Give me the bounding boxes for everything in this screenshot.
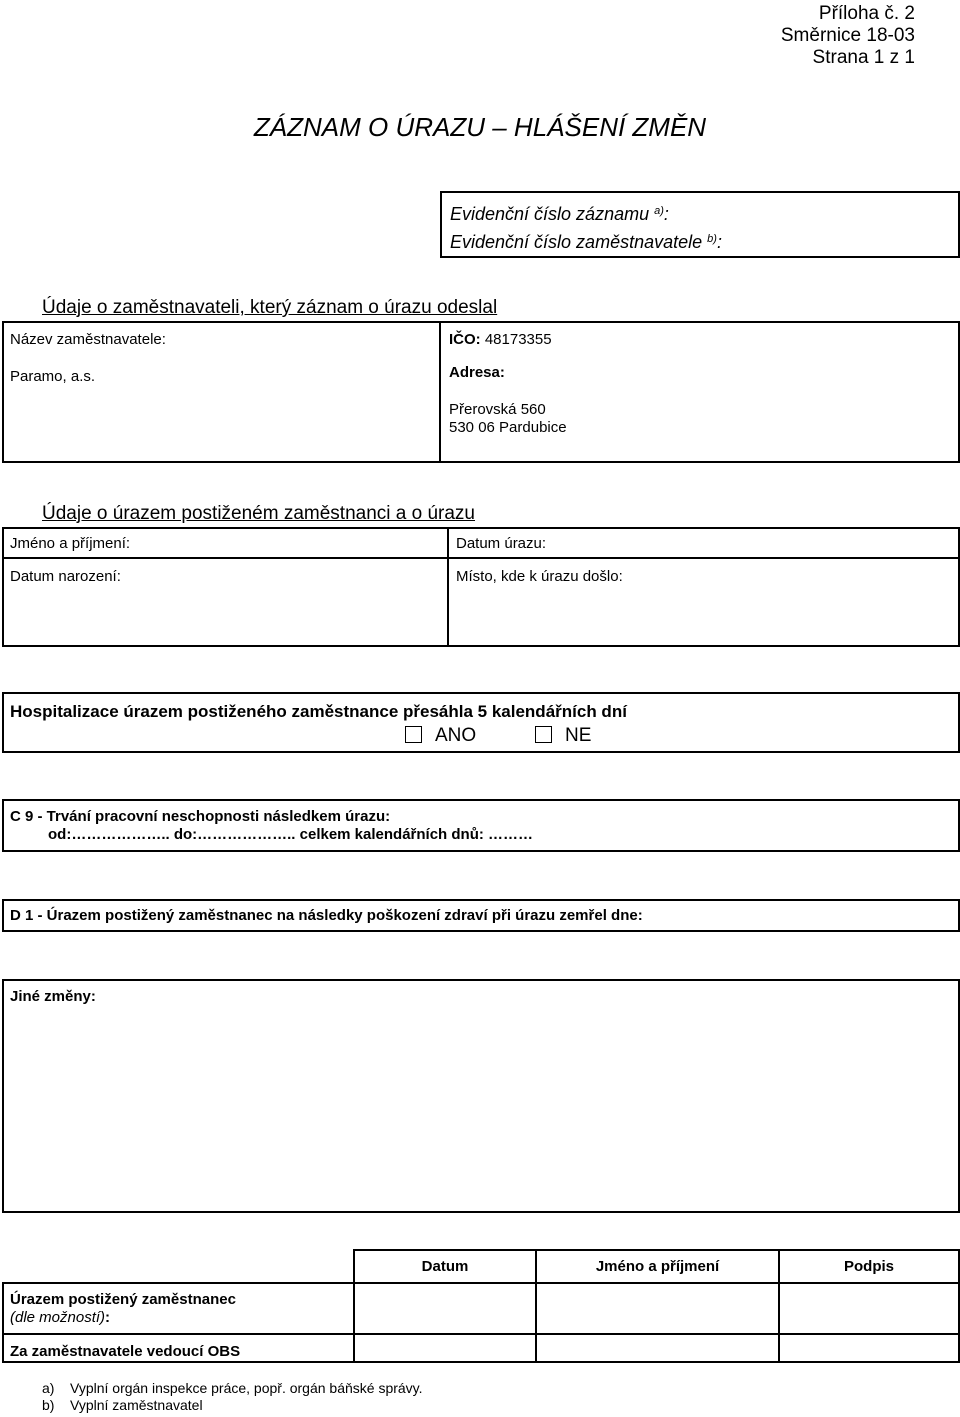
employer-name-label: Název zaměstnavatele: (10, 331, 166, 348)
footnote-b-marker: b) (42, 1397, 55, 1413)
hospitalization-no-option[interactable] (535, 725, 591, 747)
col-sign-header: Podpis (843, 1258, 894, 1275)
directive-number: Směrnice 18-03 (780, 25, 915, 46)
address-line-2: 530 06 Pardubice (449, 419, 567, 436)
col-name-header: Jméno a příjmení (595, 1258, 720, 1275)
injured-divider (447, 527, 449, 647)
page-title: ZÁZNAM O ÚRAZU – HLÁŠENÍ ZMĚN (253, 112, 707, 142)
footnote-a-text: Vyplní orgán inspekce práce, popř. orgán báňské správy. (70, 1380, 423, 1396)
hospitalization-yes-option[interactable] (405, 725, 476, 747)
col-date-header: Datum (421, 1258, 469, 1275)
d1-text: D 1 - Úrazem postižený zaměstnanec na následky poškození zdraví při úrazu zemřel dne: (10, 907, 643, 924)
yes-label: ANO (435, 725, 477, 746)
ico-field (449, 331, 552, 349)
injury-date-label: Datum úrazu: (456, 535, 547, 552)
c9-duration-line: od:……………….. do:……………….. celkem kalendářních dnů: ……… (48, 826, 534, 843)
footnote-a-marker: a) (42, 1380, 55, 1396)
injured-section-heading: Údaje o úrazem postiženém zaměstnanci a o úrazu (42, 503, 476, 524)
ico-value: 48173355 (484, 331, 552, 348)
birth-date-label: Datum narození: (10, 568, 121, 585)
no-checkbox[interactable] (535, 726, 552, 743)
employer-divider (439, 321, 441, 463)
signature-row-separator (2, 1333, 960, 1335)
hospitalization-question: Hospitalizace úrazem postiženého zaměstnance přesáhla 5 kalendářních dní (10, 702, 627, 721)
c9-heading: C 9 - Trvání pracovní neschopnosti následkem úrazu: (10, 808, 391, 825)
employee-name-label: Jméno a příjmení: (10, 535, 131, 552)
no-label: NE (565, 725, 592, 746)
other-changes-box[interactable] (2, 979, 960, 1213)
injured-row-separator (2, 557, 960, 559)
row-injured-employee-label: Úrazem postižený zaměstnanec (10, 1291, 236, 1308)
record-number-label: Evidenční číslo záznamu $^{a)}$: (450, 204, 669, 224)
employer-section-heading: Údaje o zaměstnavateli, který záznam o úrazu odeslal (42, 297, 498, 318)
signature-col-divider-1 (353, 1282, 355, 1363)
footnote-b-text: Vyplní zaměstnavatel (70, 1397, 203, 1413)
row-injured-employee-note: (dle možností): (10, 1309, 111, 1326)
page-number: Strana 1 z 1 (812, 47, 915, 68)
other-changes-label: Jiné změny: (10, 988, 96, 1005)
row-employer-label: Za zaměstnavatele vedoucí OBS (10, 1343, 241, 1360)
attachment-number: Příloha č. 2 (818, 3, 915, 24)
address-line-1: Přerovská 560 (449, 401, 546, 418)
employer-number-label: Evidenční číslo zaměstnavatele $^{b)}$: (450, 232, 722, 252)
employer-name-value: Paramo, a.s. (10, 368, 96, 385)
injury-place-label: Místo, kde k úrazu došlo: (456, 568, 623, 585)
address-label: Adresa: (449, 364, 505, 381)
yes-checkbox[interactable] (405, 726, 422, 743)
ico-label: IČO: (449, 331, 481, 348)
